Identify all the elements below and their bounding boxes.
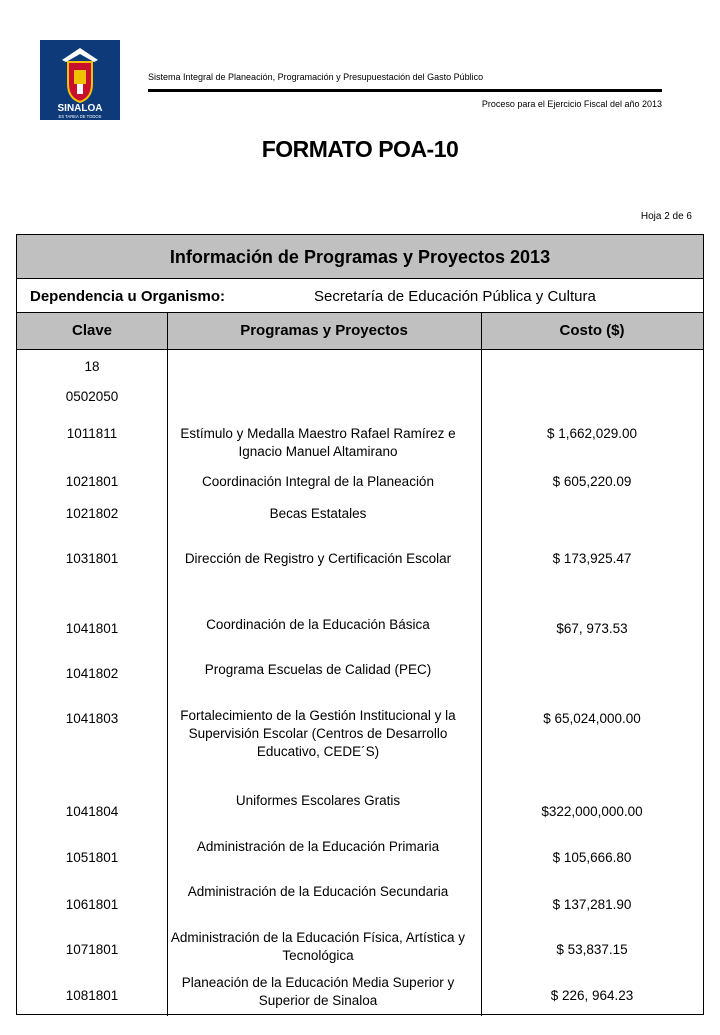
dependency-value: Secretaría de Educación Pública y Cultura	[314, 288, 596, 305]
row-clave: 1081801	[65, 988, 119, 1003]
programs-table	[16, 234, 704, 1015]
row-clave: 1041801	[65, 621, 119, 636]
column-header-costo: Costo ($)	[559, 322, 625, 339]
row-programa: Becas Estatales	[269, 506, 367, 521]
row-clave: 1011811	[66, 426, 118, 441]
header-divider	[148, 89, 662, 92]
column-header-clave: Clave	[71, 322, 113, 339]
row-programa: Estímulo y Medalla Maestro Rafael Ramírez e Ignacio Manuel Altamirano	[180, 426, 456, 459]
row-programa: Dirección de Registro y Certificación Escolar	[184, 551, 452, 566]
dependency-row	[17, 279, 703, 313]
row-costo: $ 65,024,000.00	[543, 711, 641, 726]
row-programa: Fortalecimiento de la Gestión Institucional y la Supervisión Escolar (Centros de Desarrollo Educativo, CEDE´S)	[180, 708, 456, 759]
row-costo: $322,000,000.00	[541, 804, 643, 819]
row-clave: 0502050	[65, 389, 119, 404]
row-costo: $ 137,281.90	[552, 897, 632, 912]
row-clave: 1021801	[65, 474, 119, 489]
column-header-programas: Programas y Proyectos	[240, 322, 408, 339]
row-programa: Administración de la Educación Secundaria	[187, 884, 449, 899]
row-programa: Administración de la Educación Física, Artística y Tecnológica	[170, 930, 466, 963]
coat-of-arms-icon	[40, 40, 120, 120]
row-costo: $ 1,662,029.00	[546, 426, 638, 441]
row-clave: 1061801	[65, 897, 119, 912]
row-programa: Planeación de la Educación Media Superior y Superior de Sinaloa	[181, 975, 455, 1008]
row-programa: Uniformes Escolares Gratis	[235, 793, 401, 808]
row-costo: $ 53,837.15	[556, 942, 628, 957]
row-costo: $67, 973.53	[556, 621, 628, 636]
row-programa: Programa Escuelas de Calidad (PEC)	[204, 662, 432, 677]
sinaloa-logo	[40, 40, 120, 120]
row-clave: 1051801	[65, 850, 119, 865]
sheet-number: Hoja 2 de 6	[640, 211, 692, 222]
row-clave: 1071801	[65, 942, 119, 957]
process-label: Proceso para el Ejercicio Fiscal del año 2013	[481, 99, 662, 109]
dependency-label: Dependencia u Organismo:	[30, 288, 226, 305]
logo-state-name: SINALOA	[57, 103, 103, 114]
table-title: Información de Programas y Proyectos 2013	[17, 235, 703, 279]
row-programa: Administración de la Educación Primaria	[196, 839, 440, 854]
row-clave: 18	[84, 359, 100, 374]
row-clave: 1041802	[65, 666, 119, 681]
logo-tagline: ES TAREA DE TODOS	[58, 114, 102, 119]
row-clave: 1041804	[65, 804, 119, 819]
row-costo: $ 605,220.09	[552, 474, 632, 489]
formato-title: FORMATO POA-10	[261, 136, 459, 162]
row-costo: $ 226, 964.23	[550, 988, 634, 1003]
row-clave: 1031801	[65, 551, 119, 566]
table-header	[17, 313, 703, 350]
row-clave: 1041803	[65, 711, 119, 726]
row-programa: Coordinación de la Educación Básica	[206, 617, 430, 632]
row-costo: $ 105,666.80	[552, 850, 632, 865]
row-programa: Coordinación Integral de la Planeación	[202, 474, 434, 489]
row-costo: $ 173,925.47	[552, 551, 632, 566]
row-clave: 1021802	[65, 506, 119, 521]
system-title: Sistema Integral de Planeación, Programación y Presupuestación del Gasto Público	[148, 72, 484, 82]
